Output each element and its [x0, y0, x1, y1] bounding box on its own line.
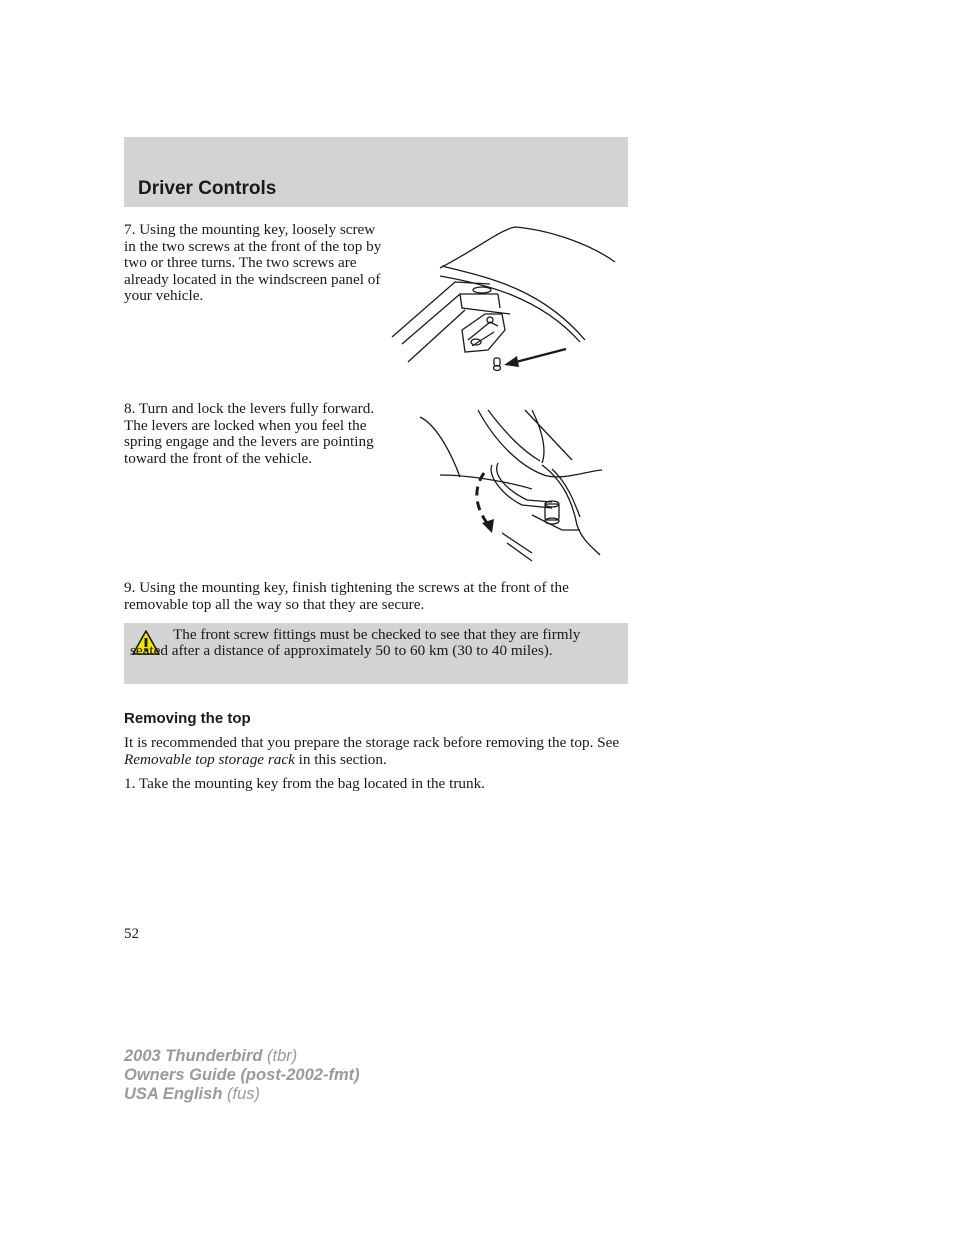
removing-top-heading: Removing the top — [124, 710, 251, 727]
step-7-text: 7. Using the mounting key, loosely screw in the two screws at the front of the top by two or three turns. The two screws are already located in the windscreen panel of your vehicle. — [124, 221, 382, 304]
document-footer — [124, 1047, 360, 1104]
warning-box — [124, 623, 628, 684]
intro-text-after: in this section. — [294, 750, 387, 768]
page-number: 52 — [124, 926, 139, 942]
warning-text: The front screw fittings must be checked to see that they are firmly seated after a distance of approximately 50 to 60 km (30 to 40 miles). — [130, 626, 581, 660]
footer-model-code: (tbr) — [262, 1047, 298, 1065]
footer-language-code: (fus) — [222, 1085, 260, 1103]
footer-language: USA English — [124, 1085, 223, 1103]
removing-intro-text — [124, 735, 624, 768]
step-8-text: 8. Turn and lock the levers fully forward. The levers are locked when you feel the spring engage and the levers are pointing toward the front of the vehicle. — [124, 400, 375, 467]
intro-text-before: It is recommended that you prepare the storage rack before removing the top. See — [124, 734, 620, 751]
footer-line-1 — [124, 1047, 360, 1066]
screw-location-illustration — [390, 222, 620, 378]
footer-guide: Owners Guide (post-2002-fmt) — [124, 1066, 360, 1084]
footer-model: 2003 Thunderbird — [124, 1047, 263, 1065]
footer-line-3 — [124, 1085, 360, 1104]
lever-lock-illustration — [412, 405, 612, 565]
section-title: Driver Controls — [138, 178, 277, 199]
storage-rack-reference: Removable top storage rack — [124, 750, 295, 768]
removing-step-1-text: 1. Take the mounting key from the bag located in the trunk. — [124, 775, 485, 792]
step-9-text: 9. Using the mounting key, finish tightening the screws at the front of the removable top all the way so that they are secure. — [124, 579, 569, 613]
footer-line-2 — [124, 1066, 360, 1085]
